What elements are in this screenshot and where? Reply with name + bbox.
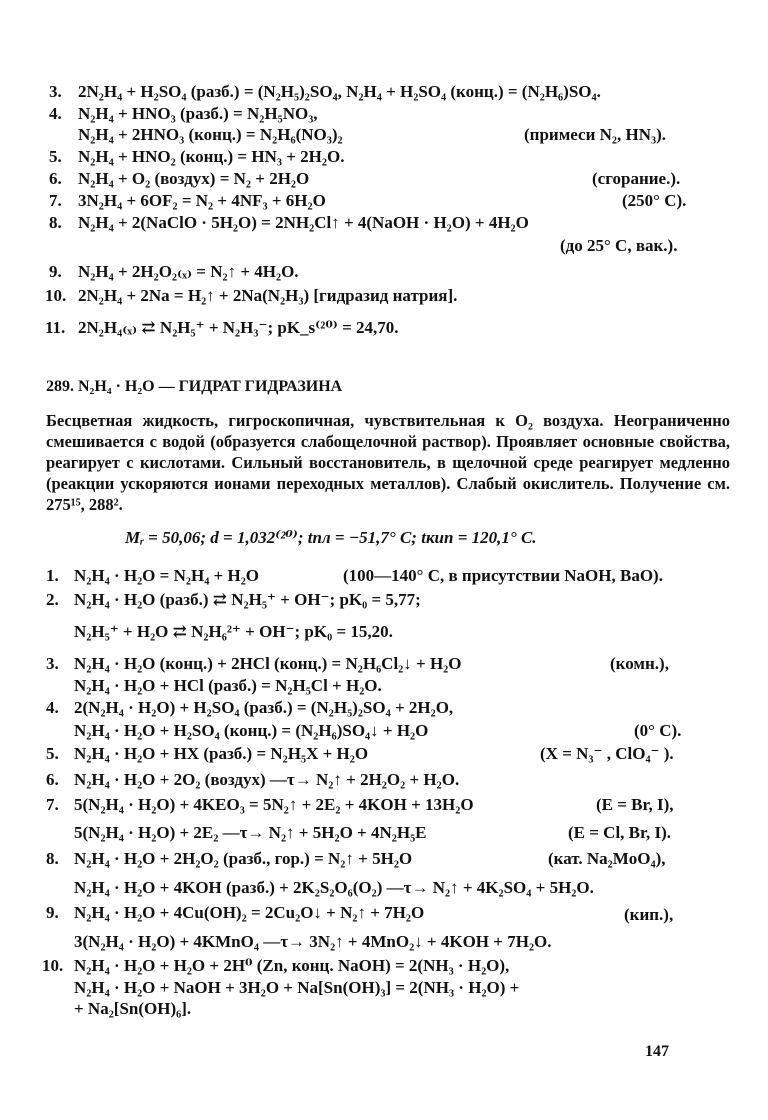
item-number: 10.: [45, 286, 67, 305]
section-description: Бесцветная жидкость, гигроскопичная, чувствительная к O₂ воздуха. Неограниченно смешивается с водой (образуется слабощелочной раствор). Проявляет основные свойства, реагирует с кислотами. Сильный восстановитель, в щелочной среде реагирует медленно (реакции ускоряются ионами переходных металлов). Слабый окислитель. Получение см. 275¹⁵, 288².: [46, 411, 730, 514]
item-number: 4.: [49, 104, 62, 123]
equation: 2N₂H₄₍ₓ₎ ⇄ N₂H₅⁺ + N₂H₃⁻; pK_s⁽²⁰⁾ = 24,70.: [78, 318, 399, 337]
item-number: 3.: [49, 82, 62, 101]
item-number: 10.: [42, 956, 64, 975]
item-number: 4.: [46, 698, 59, 717]
item-number: 5.: [49, 147, 62, 166]
equation: N₂H₄ · H₂O + 2O₂ (воздух) —τ→ N₂↑ + 2H₂O₂ + H₂O.: [74, 770, 460, 789]
equation: N₂H₄ + 2HNO₃ (конц.) = N₂H₆(NO₃)₂: [78, 125, 343, 144]
item-number: 11.: [45, 318, 66, 337]
equation: 5(N₂H₄ · H₂O) + 4KEO₃ = 5N₂↑ + 2E₂ + 4KOH + 13H₂O: [74, 795, 474, 814]
item-number: 7.: [49, 191, 62, 210]
equation: 3N₂H₄ + 6OF₂ = N₂ + 4NF₃ + 6H₂O: [78, 191, 326, 210]
condition-note: (кип.),: [624, 905, 674, 924]
equation: N₂H₄ + HNO₃ (разб.) = N₂H₅NO₃,: [78, 104, 318, 123]
equation: N₂H₄ · H₂O + H₂SO₄ (конц.) = (N₂H₆)SO₄↓ + H₂O: [74, 721, 429, 740]
equation: N₂H₄ · H₂O (конц.) + 2HCl (конц.) = N₂H₆Cl₂↓ + H₂O: [74, 654, 462, 673]
item-number: 3.: [46, 654, 59, 673]
equation: 2(N₂H₄ · H₂O) + H₂SO₄ (разб.) = (N₂H₅)₂SO₄ + 2H₂O,: [74, 698, 454, 717]
equation: + Na₂[Sn(OH)₆].: [74, 999, 192, 1018]
item-number: 7.: [46, 795, 59, 814]
item-number: 8.: [49, 213, 62, 232]
equation: N₂H₄ · H₂O + NaOH + 3H₂O + Na[Sn(OH)₃] = 2(NH₃ · H₂O) +: [74, 978, 520, 997]
equation: N₂H₄ + O₂ (воздух) = N₂ + 2H₂O: [78, 169, 310, 188]
equation: 3(N₂H₄ · H₂O) + 4KMnO₄ —τ→ 3N₂↑ + 4MnO₂↓ + 4KOH + 7H₂O.: [74, 932, 552, 951]
physical-constants: Mᵣ = 50,06; d = 1,032⁽²⁰⁾; tпл = −51,7° C; tкип = 120,1° C.: [125, 528, 537, 547]
equation: N₂H₄ · H₂O + HCl (разб.) = N₂H₅Cl + H₂O.: [74, 676, 382, 695]
item-number: 2.: [46, 590, 59, 609]
page-number: 147: [645, 1043, 669, 1060]
item-number: 9.: [46, 903, 59, 922]
equation: N₂H₄ + 2H₂O₂₍ₓ₎ = N₂↑ + 4H₂O.: [78, 262, 299, 281]
condition-note: (E = Br, I),: [596, 795, 674, 814]
equation: N₂H₅⁺ + H₂O ⇄ N₂H₆²⁺ + OH⁻; pK₀ = 15,20.: [74, 622, 393, 641]
equation: N₂H₄ · H₂O (разб.) ⇄ N₂H₅⁺ + OH⁻; pK₀ = 5,77;: [74, 590, 421, 609]
condition-note: (X = N₃⁻ , ClO₄⁻ ).: [540, 744, 674, 763]
condition-note: (250° C).: [622, 191, 687, 210]
equation: 2N₂H₄ + H₂SO₄ (разб.) = (N₂H₅)₂SO₄, N₂H₄ + H₂SO₄ (конц.) = (N₂H₆)SO₄.: [78, 82, 601, 101]
item-number: 6.: [46, 770, 59, 789]
condition-note: (комн.),: [610, 654, 669, 673]
condition-note: (до 25° C, вак.).: [560, 236, 678, 255]
equation: N₂H₄ + HNO₂ (конц.) = HN₃ + 2H₂O.: [78, 147, 345, 166]
equation: N₂H₄ · H₂O = N₂H₄ + H₂O: [74, 566, 260, 585]
equation: N₂H₄ · H₂O + 4Cu(OH)₂ = 2Cu₂O↓ + N₂↑ + 7H₂O: [74, 903, 425, 922]
equation: N₂H₄ · H₂O + H₂O + 2H⁰ (Zn, конц. NaOH) = 2(NH₃ · H₂O),: [74, 956, 510, 975]
condition-note: (сгорание.).: [592, 169, 681, 188]
item-number: 8.: [46, 849, 59, 868]
item-number: 9.: [49, 262, 62, 281]
condition-note: (100—140° C, в присутствии NaOH, BaO).: [343, 566, 663, 585]
condition-note: (кат. Na₂MoO₄),: [548, 849, 666, 868]
item-number: 5.: [46, 744, 59, 763]
condition-note: (E = Cl, Br, I).: [568, 823, 672, 842]
condition-note: (0° C).: [634, 721, 682, 740]
equation: N₂H₄ · H₂O + 4KOH (разб.) + 2K₂S₂O₆(O₂) —τ→ N₂↑ + 4K₂SO₄ + 5H₂O.: [74, 878, 594, 897]
equation: 2N₂H₄ + 2Na = H₂↑ + 2Na(N₂H₃) [гидразид натрия].: [78, 286, 458, 305]
equation: 5(N₂H₄ · H₂O) + 2E₂ —τ→ N₂↑ + 5H₂O + 4N₂H₅E: [74, 823, 427, 842]
section-heading: 289. N₂H₄ · H₂O — ГИДРАТ ГИДРАЗИНА: [46, 378, 343, 395]
item-number: 6.: [49, 169, 62, 188]
item-number: 1.: [46, 566, 59, 585]
equation: N₂H₄ + 2(NaClO · 5H₂O) = 2NH₂Cl↑ + 4(NaOH · H₂O) + 4H₂O: [78, 213, 529, 232]
equation: N₂H₄ · H₂O + 2H₂O₂ (разб., гор.) = N₂↑ + 5H₂O: [74, 849, 413, 868]
equation: N₂H₄ · H₂O + HX (разб.) = N₂H₅X + H₂O: [74, 744, 369, 763]
condition-note: (примеси N₂, HN₃).: [524, 125, 667, 144]
